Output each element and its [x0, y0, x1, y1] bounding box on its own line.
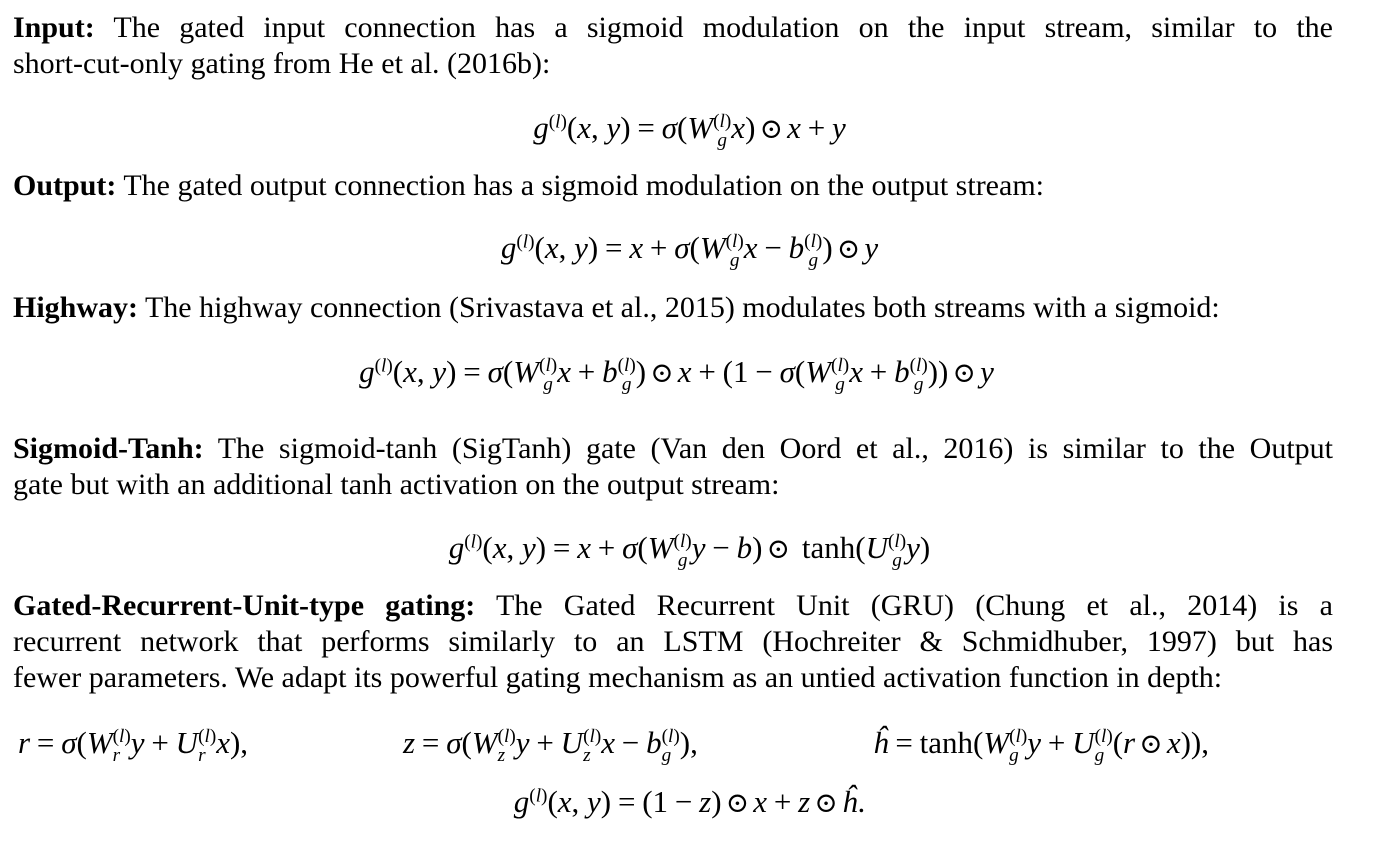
equation-output: $g^{(l)}(x$, y) = x + σ(W (l) g x − b (l) g ) ⊙ y [500, 230, 879, 271]
sigtanh-line-1: Sigmoid-Tanh: The sigmoid-tanh (SigTanh) gate (Van den Oord et al., 2016) is similar to the Output [13, 432, 1334, 465]
equation-gru-h: ĥ = tanh(W (l) g y + U (l) g (r ⊙ x)), [873, 725, 1210, 766]
input-heading: Input: [13, 11, 95, 44]
sigtanh-paragraph [13, 431, 1333, 503]
highway-heading: Highway: [13, 291, 139, 324]
output-paragraph [13, 168, 1333, 204]
input-paragraph [13, 10, 1333, 82]
highway-paragraph [13, 290, 1333, 326]
sigtanh-heading: Sigmoid-Tanh: [13, 432, 204, 465]
equation-gru-z: z = σ(W (l) z y + U (l) z x − b (l) g ), [403, 725, 698, 766]
gru-line-2: recurrent network that performs similarly to an LSTM (Hochreiter & Schmidhuber, 1997) but has [13, 625, 1333, 658]
equation-input: $g^{(l)}(x$, y) = σ(W (l) g x) ⊙ x + y [533, 110, 846, 151]
sigtanh-line-2: gate but with an additional tanh activation on the output stream: [13, 468, 780, 501]
input-line-1: Input: The gated input connection has a sigmoid modulation on the input stream, similar to the [13, 11, 1333, 44]
equation-highway: $g^{(l)}(x$, y) = σ(W (l) g x + b (l) g ) ⊙ x + (1 − σ(W (l) g x + b (l) g )) ⊙ y [359, 354, 994, 395]
output-heading: Output: [13, 169, 117, 202]
output-line-1: Output: The gated output connection has a sigmoid modulation on the output stream: [13, 169, 1044, 202]
highway-line-1: Highway: The highway connection (Srivastava et al., 2015) modulates both streams with a sigmoid: [13, 291, 1220, 324]
equation-gru-r: r = σ(W (l) r y + U (l) r x), [18, 725, 249, 766]
gru-line-1: Gated-Recurrent-Unit-type gating: The Gated Recurrent Unit (GRU) (Chung et al., 2014) is a [13, 589, 1333, 622]
gru-heading: Gated-Recurrent-Unit-type gating: [13, 589, 476, 622]
equation-sigtanh: $g^{(l)}(x$, y) = x + σ(W (l) g y − b) ⊙ tanh(U (l) g y) [448, 530, 931, 571]
equation-gru-gates [18, 723, 1338, 765]
gru-line-3: fewer parameters. We adapt its powerful gating mechanism as an untied activation function in depth: [13, 661, 1223, 694]
input-line-2: short-cut-only gating from He et al. (2016b): [13, 47, 551, 80]
equation-gru-output: $g^{(l)}(x$, y) = (1 − z) ⊙ x + z ⊙ ĥ. [513, 784, 866, 819]
gru-paragraph [13, 588, 1333, 696]
